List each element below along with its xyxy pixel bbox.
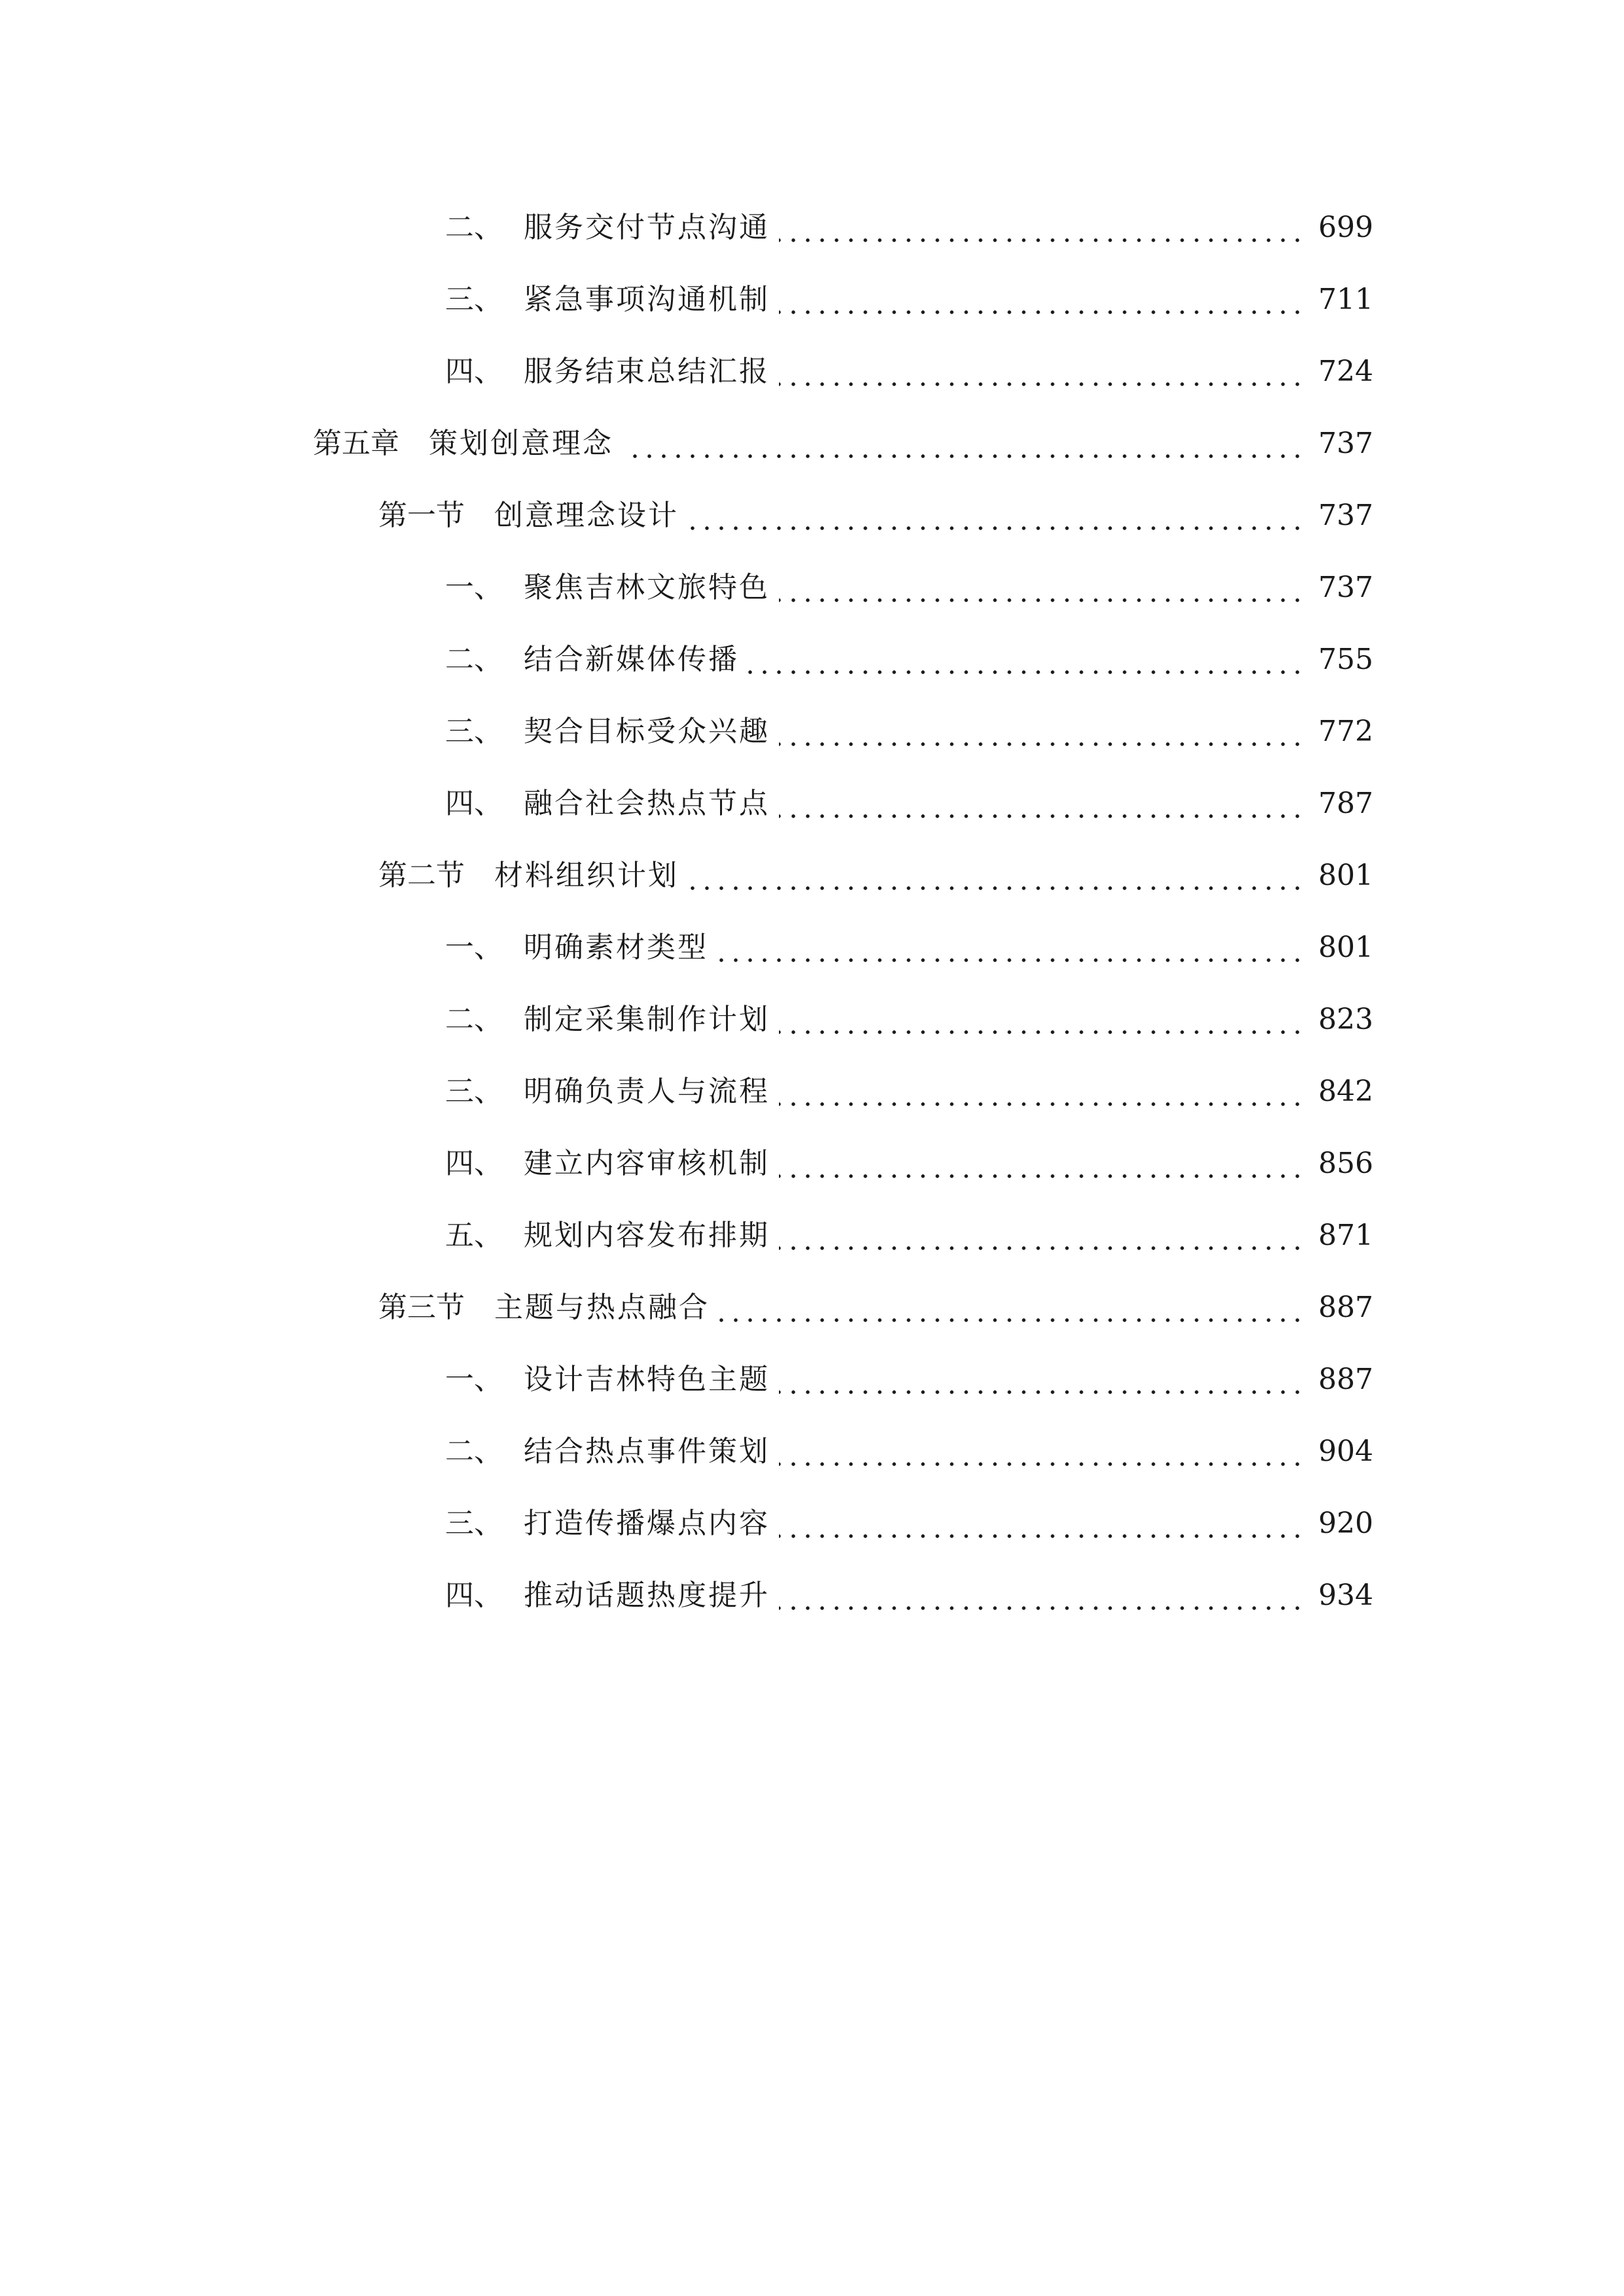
toc-entry-number: 四、 — [445, 1579, 503, 1612]
toc-entry-page: 801 — [1318, 859, 1373, 892]
toc-entry-number: 四、 — [445, 787, 503, 820]
toc-entry-title: 推动话题热度提升 — [524, 1579, 770, 1612]
toc-entry[interactable] — [0, 768, 1624, 840]
toc-entry-number: 二、 — [445, 1435, 503, 1468]
toc-entry[interactable] — [0, 984, 1624, 1056]
toc-section-title: 主题与热点融合 — [494, 1291, 710, 1324]
toc-entry-number: 三、 — [445, 715, 503, 748]
toc-entry-number: 五、 — [445, 1219, 503, 1252]
toc-chapter-title: 策划创意理念 — [429, 427, 613, 460]
toc-entry-title: 明确负责人与流程 — [524, 1075, 770, 1108]
toc-entry-number: 二、 — [445, 643, 503, 676]
toc-entry-page: 772 — [1318, 715, 1373, 748]
dot-leader — [779, 742, 1305, 747]
toc-entry-number: 三、 — [445, 1075, 503, 1108]
toc-entry-page: 801 — [1318, 931, 1373, 964]
toc-entry-title: 服务结束总结汇报 — [524, 355, 770, 388]
toc-section-entry[interactable] — [0, 840, 1624, 912]
toc-entry-number: 一、 — [445, 1363, 503, 1396]
dot-leader — [719, 1318, 1305, 1323]
toc-entry-page: 755 — [1318, 643, 1373, 676]
dot-leader — [748, 670, 1305, 675]
toc-entry-title: 规划内容发布排期 — [524, 1219, 770, 1252]
toc-entry-page: 887 — [1318, 1363, 1373, 1396]
dot-leader — [623, 454, 1305, 459]
toc-entry-page: 737 — [1318, 571, 1373, 604]
toc-entry-page: 787 — [1318, 787, 1373, 820]
toc-entry-page: 823 — [1318, 1003, 1373, 1036]
toc-entry-page: 856 — [1318, 1147, 1373, 1180]
toc-entry[interactable] — [0, 1128, 1624, 1200]
toc-entry[interactable] — [0, 1560, 1624, 1632]
toc-entry-page: 904 — [1318, 1435, 1373, 1468]
dot-leader — [779, 310, 1305, 315]
toc-entry-page: 934 — [1318, 1579, 1373, 1612]
dot-leader — [779, 1390, 1305, 1395]
toc-entry[interactable] — [0, 264, 1624, 336]
toc-entry-page: 699 — [1318, 211, 1373, 244]
toc-section-entry[interactable] — [0, 1272, 1624, 1344]
toc-entry-title: 结合热点事件策划 — [524, 1435, 770, 1468]
dot-leader — [779, 598, 1305, 603]
dot-leader — [779, 1102, 1305, 1107]
toc-entry-page: 737 — [1318, 427, 1373, 460]
toc-section-entry[interactable] — [0, 480, 1624, 552]
toc-section-number: 第三节 — [378, 1291, 465, 1324]
toc-entry-number: 四、 — [445, 1147, 503, 1180]
toc-entry-title: 结合新媒体传播 — [524, 643, 739, 676]
toc-chapter-entry[interactable] — [0, 408, 1624, 480]
toc-entry-title: 制定采集制作计划 — [524, 1003, 770, 1036]
toc-entry-title: 服务交付节点沟通 — [524, 211, 770, 244]
toc-section-number: 第二节 — [378, 859, 465, 892]
toc-entry-title: 聚焦吉林文旅特色 — [524, 571, 770, 604]
toc-entry-page: 887 — [1318, 1291, 1373, 1324]
dot-leader — [688, 526, 1305, 531]
toc-entry-number: 一、 — [445, 571, 503, 604]
toc-entry-page: 920 — [1318, 1507, 1373, 1540]
toc-entry[interactable] — [0, 1416, 1624, 1488]
toc-entry-number: 二、 — [445, 211, 503, 244]
dot-leader — [779, 382, 1305, 387]
toc-entry-page: 724 — [1318, 355, 1373, 388]
toc-section-title: 材料组织计划 — [494, 859, 679, 892]
dot-leader — [779, 1462, 1305, 1467]
toc-entry-title: 建立内容审核机制 — [524, 1147, 770, 1180]
toc-entry[interactable] — [0, 696, 1624, 768]
dot-leader — [779, 1246, 1305, 1251]
toc-entry-title: 契合目标受众兴趣 — [524, 715, 770, 748]
toc-entry[interactable] — [0, 912, 1624, 984]
dot-leader — [779, 814, 1305, 819]
toc-entry[interactable] — [0, 624, 1624, 696]
toc-entry[interactable] — [0, 1344, 1624, 1416]
toc-entry[interactable] — [0, 192, 1624, 264]
toc-entry-page: 711 — [1318, 283, 1373, 316]
dot-leader — [688, 886, 1305, 891]
toc-chapter-number: 第五章 — [313, 427, 399, 460]
toc-entry-number: 三、 — [445, 283, 503, 316]
toc-entry[interactable] — [0, 1056, 1624, 1128]
toc-entry-title: 明确素材类型 — [524, 931, 708, 964]
toc-entry-number: 三、 — [445, 1507, 503, 1540]
toc-entry-title: 紧急事项沟通机制 — [524, 283, 770, 316]
toc-section-number: 第一节 — [378, 499, 465, 532]
toc-entry-number: 一、 — [445, 931, 503, 964]
dot-leader — [779, 238, 1305, 243]
dot-leader — [779, 1605, 1305, 1611]
toc-entry[interactable] — [0, 1488, 1624, 1560]
toc-entry[interactable] — [0, 1200, 1624, 1272]
toc-entry-page: 871 — [1318, 1219, 1373, 1252]
toc-entry-number: 四、 — [445, 355, 503, 388]
toc-entry-number: 二、 — [445, 1003, 503, 1036]
dot-leader — [779, 1030, 1305, 1035]
toc-entry[interactable] — [0, 336, 1624, 408]
toc-entry-page: 737 — [1318, 499, 1373, 532]
dot-leader — [779, 1534, 1305, 1539]
dot-leader — [717, 958, 1305, 963]
toc-entry-title: 融合社会热点节点 — [524, 787, 770, 820]
toc-section-title: 创意理念设计 — [494, 499, 679, 532]
toc-entry-page: 842 — [1318, 1075, 1373, 1108]
toc-entry-title: 打造传播爆点内容 — [524, 1507, 770, 1540]
toc-entry-title: 设计吉林特色主题 — [524, 1363, 770, 1396]
dot-leader — [779, 1174, 1305, 1179]
toc-entry[interactable] — [0, 552, 1624, 624]
